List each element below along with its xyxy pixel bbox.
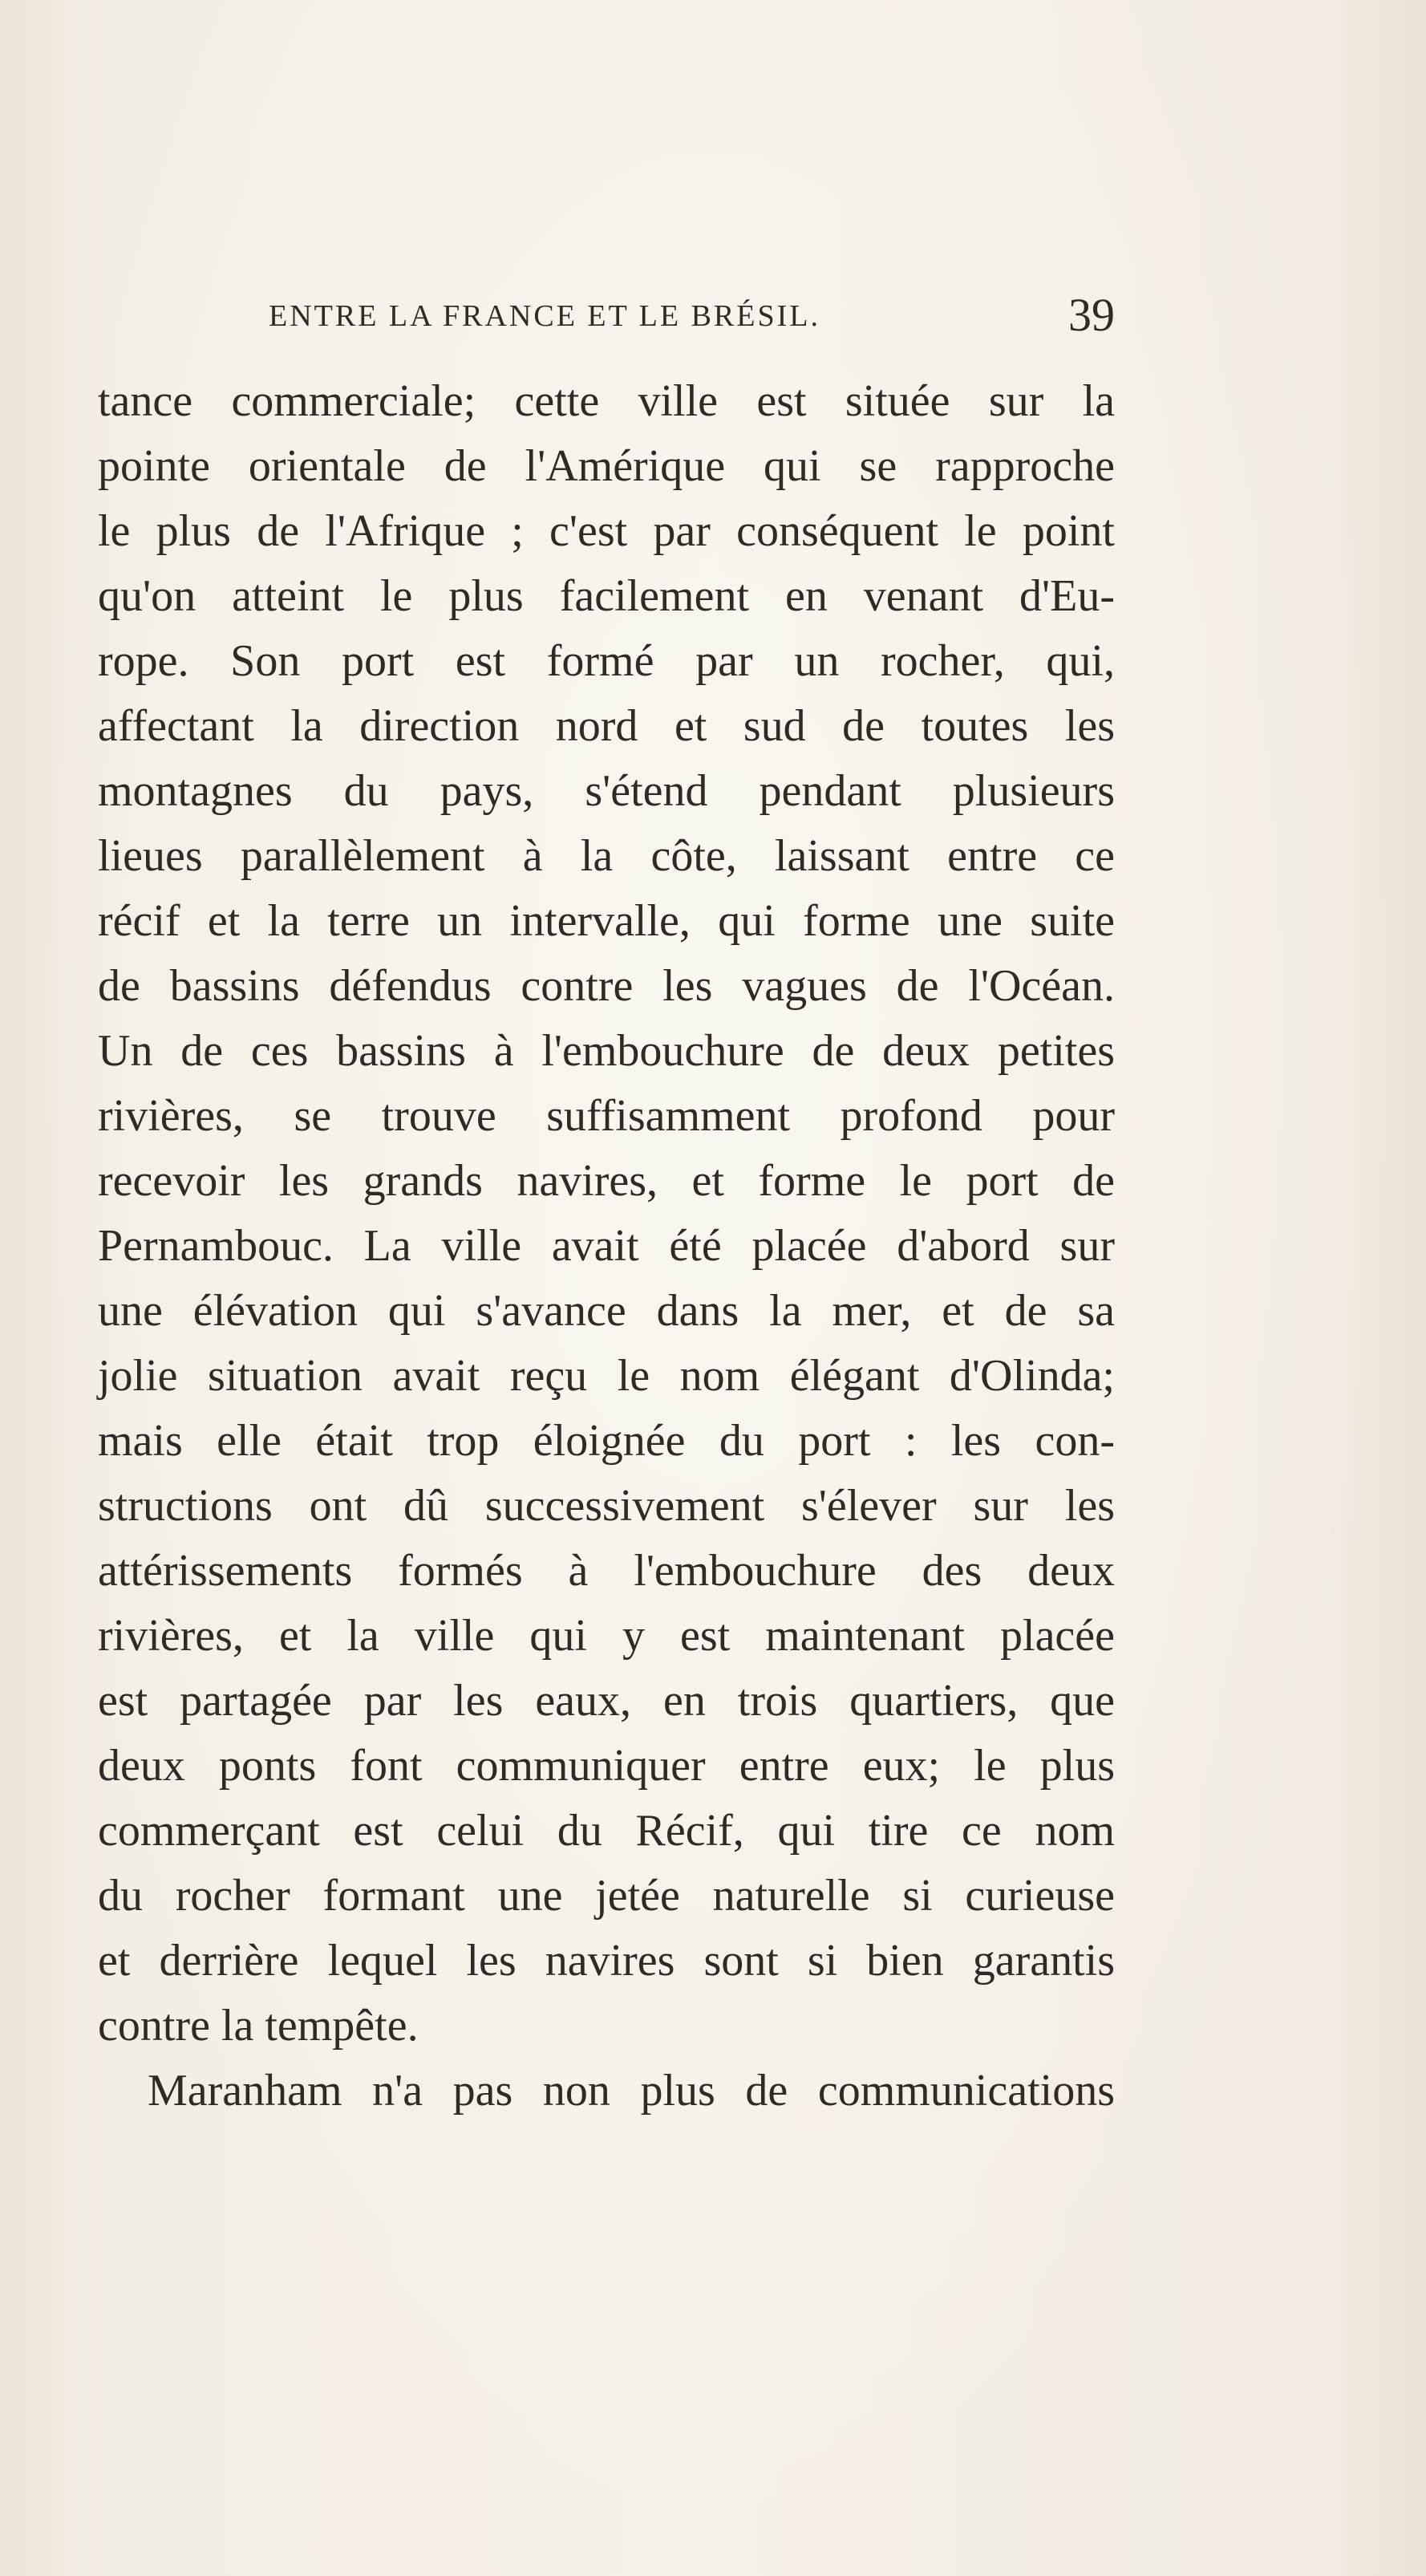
text-line: et derrière lequel les navires sont si bien garantis [98, 1936, 1115, 1986]
text-line: lieues parallèlement à la côte, laissant entre ce [98, 831, 1115, 881]
text-line: contre la tempête. [98, 2001, 419, 2051]
text-line: qu'on atteint le plus facilement en venant d'Eu- [98, 571, 1115, 621]
text-line: est partagée par les eaux, en trois quartiers, que [98, 1676, 1115, 1726]
text-line: jolie situation avait reçu le nom élégant d'Olinda; [98, 1351, 1115, 1401]
body-text [98, 369, 1115, 2124]
text-line: montagnes du pays, s'étend pendant plusieurs [98, 766, 1115, 816]
text-line: rivières, se trouve suffisamment profond pour [98, 1091, 1115, 1141]
text-line: commerçant est celui du Récif, qui tire ce nom [98, 1806, 1115, 1856]
running-head: ENTRE LA FRANCE ET LE BRÉSIL. [269, 299, 820, 333]
page-header [269, 287, 1115, 343]
page-number: 39 [1068, 289, 1115, 341]
text-line: attérissements formés à l'embouchure des deux [98, 1546, 1115, 1596]
text-line: Pernambouc. La ville avait été placée d'abord sur [98, 1221, 1115, 1271]
text-line: récif et la terre un intervalle, qui forme une suite [98, 896, 1115, 946]
text-line: structions ont dû successivement s'élever sur les [98, 1481, 1115, 1531]
text-line: tance commerciale; cette ville est située sur la [98, 376, 1115, 426]
text-line: affectant la direction nord et sud de toutes les [98, 701, 1115, 751]
text-line: Un de ces bassins à l'embouchure de deux petites [98, 1026, 1115, 1076]
text-line: rope. Son port est formé par un rocher, qui, [98, 636, 1115, 686]
text-line: rivières, et la ville qui y est maintenant placée [98, 1611, 1115, 1661]
text-line: du rocher formant une jetée naturelle si curieuse [98, 1871, 1115, 1921]
text-line: mais elle était trop éloignée du port : les con- [98, 1416, 1115, 1466]
text-line: le plus de l'Afrique ; c'est par conséquent le point [98, 506, 1115, 556]
text-line: recevoir les grands navires, et forme le port de [98, 1156, 1115, 1206]
text-line: une élévation qui s'avance dans la mer, et de sa [98, 1286, 1115, 1336]
text-line: deux ponts font communiquer entre eux; le plus [98, 1741, 1115, 1791]
text-line: pointe orientale de l'Amérique qui se rapproche [98, 441, 1115, 491]
text-line: de bassins défendus contre les vagues de l'Océan. [98, 961, 1115, 1011]
text-line: Maranham n'a pas non plus de communications [148, 2066, 1115, 2116]
